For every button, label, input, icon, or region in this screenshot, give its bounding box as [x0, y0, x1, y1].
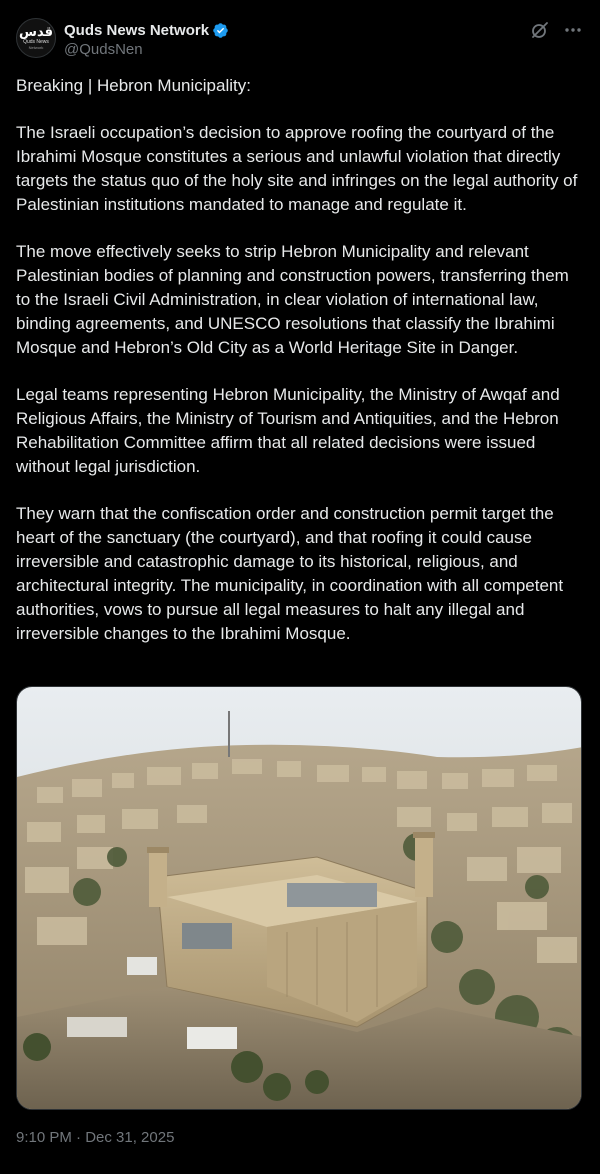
avatar-logo-english: Quds News [23, 39, 49, 45]
author-display-name[interactable]: Quds News Network [64, 21, 210, 39]
avatar-logo-arabic: قدس [19, 25, 53, 40]
verified-badge-icon[interactable] [212, 22, 229, 39]
author-handle[interactable]: @QudsNen [64, 41, 143, 58]
avatar[interactable] [16, 18, 56, 58]
post-photo[interactable] [16, 686, 582, 1110]
author-names [64, 20, 229, 58]
post-paragraph: Legal teams representing Hebron Municipality, the Ministry of Awqaf and Religious Affairs, the Ministry of Tourism and Antiquities, and the Hebron Rehabilitation Committee affirm that all related decisions were issued without legal jurisdiction. [16, 385, 560, 476]
more-options-icon[interactable] [562, 20, 584, 40]
post-paragraph: Breaking | Hebron Municipality: [16, 76, 251, 95]
post-paragraph: They warn that the confiscation order and construction permit target the heart of the sanctuary (the courtyard), and that roofing it could cause irreversible and catastrophic damage to its historical, religious, and architectural integrity. The municipality, in coordination with all competent authorities, vows to pursue all legal measures to halt any illegal and irreversible changes to the Ibrahimi Mosque. [16, 504, 564, 643]
header-actions [530, 20, 584, 40]
mosque-aerial-photo [17, 687, 582, 1110]
post-paragraph: The Israeli occupation’s decision to approve roofing the courtyard of the Ibrahimi Mosque constitutes a serious and unlawful violation that directly targets the status quo of the holy site and infringes on the legal authority of Palestinian institutions mandated to manage and regulate it. [16, 123, 578, 214]
post-timestamp[interactable]: 9:10 PM · Dec 31, 2025 [16, 1129, 175, 1146]
post-paragraph: The move effectively seeks to strip Hebron Municipality and relevant Palestinian bodies of planning and construction powers, transferring them to the Israeli Civil Administration, in clear violation of international law, binding agreements, and UNESCO resolutions that classify the Ibrahimi Mosque and Hebron’s Old City as a World Heritage Site in Danger. [16, 242, 569, 357]
avatar-logo-sub: Network [28, 45, 44, 50]
post-text [16, 74, 586, 669]
grok-icon[interactable] [530, 20, 550, 40]
post-header [16, 14, 584, 62]
